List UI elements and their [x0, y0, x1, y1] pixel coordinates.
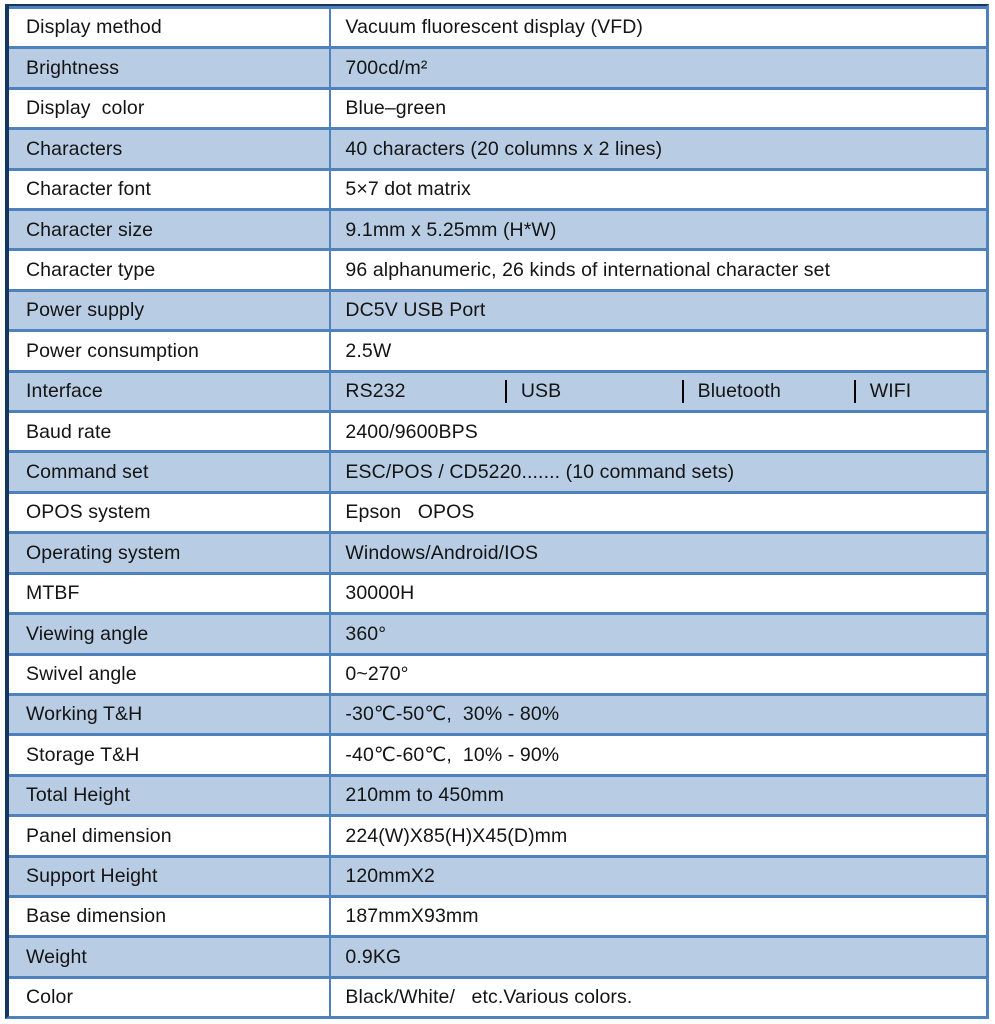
spec-value: 2400/9600BPS [345, 420, 478, 443]
interface-option: WIFI [854, 380, 986, 402]
spec-value: 120mmX2 [345, 865, 435, 888]
table-row [9, 935, 986, 975]
spec-value: 0.9KG [345, 945, 402, 968]
spec-label: Character size [9, 211, 331, 248]
table-row [9, 693, 986, 733]
spec-label: Viewing angle [9, 615, 331, 652]
table-row [9, 976, 986, 1016]
spec-label: Display color [9, 90, 331, 127]
spec-label: Total Height [9, 777, 331, 814]
spec-label: Storage T&H [9, 736, 331, 773]
spec-value: 0~270° [345, 662, 409, 685]
spec-table [5, 4, 989, 1019]
spec-value: Black/White/ etc.Various colors. [345, 986, 633, 1009]
spec-label: Power supply [9, 292, 331, 329]
spec-value: 5×7 dot matrix [345, 178, 471, 201]
spec-label: OPOS system [9, 494, 331, 531]
table-row [9, 814, 986, 854]
table-row [9, 6, 986, 46]
spec-value: DC5V USB Port [345, 299, 486, 322]
spec-value: 30000H [345, 582, 415, 605]
spec-value: Vacuum fluorescent display (VFD) [345, 16, 644, 39]
interface-option: Bluetooth [682, 380, 854, 402]
spec-label: Character type [9, 251, 331, 288]
interface-option: USB [505, 380, 682, 402]
spec-label: Power consumption [9, 332, 331, 369]
table-row [9, 127, 986, 167]
spec-label: Display method [9, 9, 331, 46]
spec-label: Base dimension [9, 898, 331, 935]
table-row [9, 46, 986, 86]
table-row [9, 329, 986, 369]
spec-label: Baud rate [9, 413, 331, 450]
spec-value: 224(W)X85(H)X45(D)mm [345, 824, 568, 847]
spec-value: 9.1mm x 5.25mm (H*W) [345, 218, 557, 241]
spec-value: Windows/Android/IOS [345, 541, 539, 564]
spec-value: 40 characters (20 columns x 2 lines) [345, 137, 663, 160]
spec-value: 700cd/m² [345, 56, 428, 79]
table-row [9, 450, 986, 490]
spec-label: Swivel angle [9, 656, 331, 693]
spec-label: Character font [9, 171, 331, 208]
table-row [9, 612, 986, 652]
spec-label: Weight [9, 938, 331, 975]
table-row [9, 733, 986, 773]
spec-label: Command set [9, 453, 331, 490]
table-row [9, 410, 986, 450]
spec-label: Panel dimension [9, 817, 331, 854]
table-row [9, 531, 986, 571]
spec-value: Epson OPOS [345, 501, 475, 524]
table-row [9, 572, 986, 612]
table-row [9, 208, 986, 248]
spec-value: 187mmX93mm [345, 905, 479, 928]
spec-value: 2.5W [345, 339, 392, 362]
spec-label: Interface [9, 373, 331, 410]
spec-value: ESC/POS / CD5220....... (10 command sets) [345, 460, 735, 483]
table-row [9, 855, 986, 895]
table-row [9, 491, 986, 531]
spec-label: Support Height [9, 858, 331, 895]
table-row [9, 370, 986, 410]
spec-label: Color [9, 979, 331, 1016]
spec-value: 210mm to 450mm [345, 784, 504, 807]
interface-option: RS232 [345, 380, 406, 403]
spec-label: MTBF [9, 575, 331, 612]
spec-value: -30℃-50℃, 30% - 80% [345, 703, 560, 726]
spec-value: 96 alphanumeric, 26 kinds of international character set [345, 258, 831, 281]
spec-value: 360° [345, 622, 387, 645]
spec-label: Characters [9, 130, 331, 167]
table-row [9, 653, 986, 693]
spec-value [331, 373, 986, 410]
spec-value: Blue–green [345, 97, 447, 120]
table-row [9, 289, 986, 329]
table-row [9, 87, 986, 127]
spec-value: -40℃-60℃, 10% - 90% [345, 743, 560, 766]
spec-label: Working T&H [9, 696, 331, 733]
table-row [9, 248, 986, 288]
table-row [9, 168, 986, 208]
table-row [9, 895, 986, 935]
table-row [9, 774, 986, 814]
spec-label: Brightness [9, 49, 331, 86]
spec-label: Operating system [9, 534, 331, 571]
